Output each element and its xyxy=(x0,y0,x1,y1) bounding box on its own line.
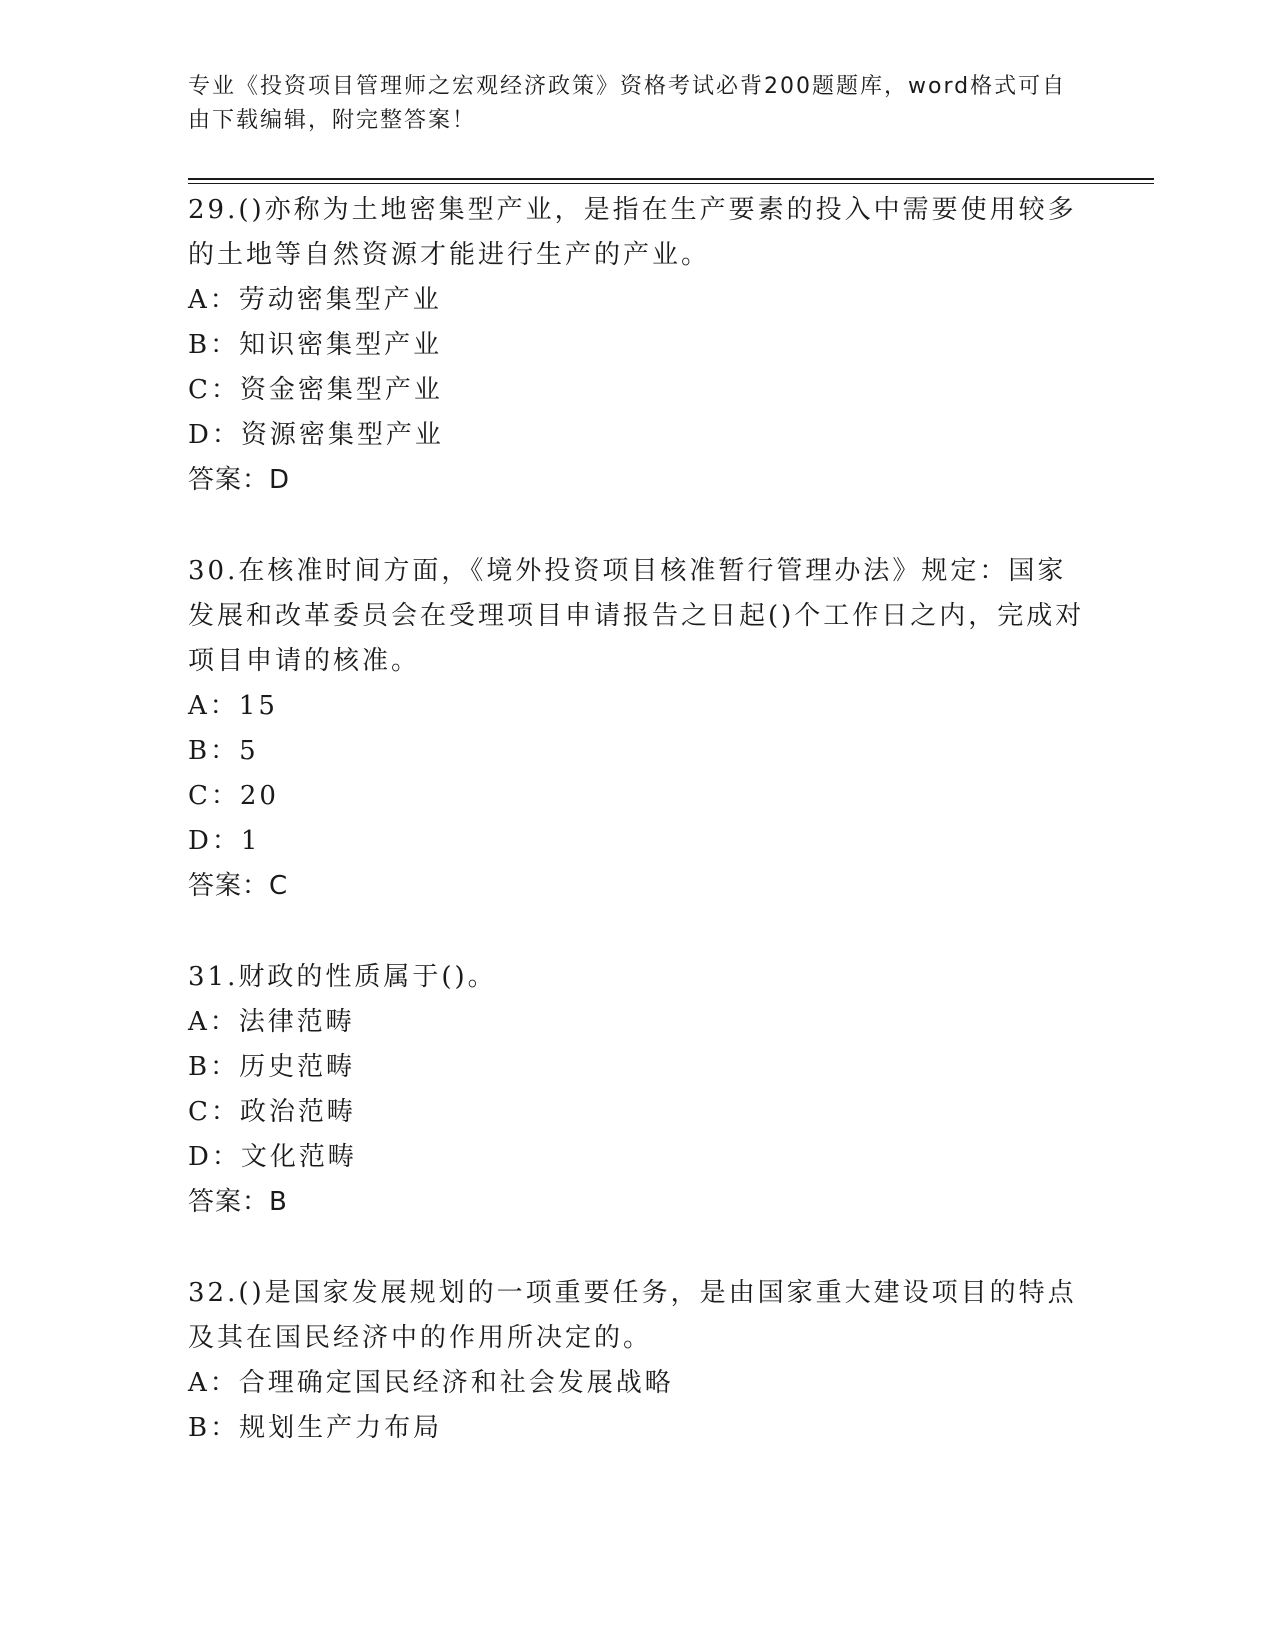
answer: 答案：C xyxy=(188,871,289,901)
option-b: B：规划生产力布局 xyxy=(188,1413,443,1443)
option-c: C：资金密集型产业 xyxy=(188,375,443,405)
question-text: 29.()亦称为土地密集型产业，是指在生产要素的投入中需要使用较多的土地等自然资源才能进行生产的产业。 xyxy=(188,195,1077,270)
option-a: A：法律范畴 xyxy=(188,1007,355,1037)
question-text: 31.财政的性质属于()。 xyxy=(188,962,497,992)
answer: 答案：D xyxy=(188,465,291,495)
option-a: A：劳动密集型产业 xyxy=(188,285,442,315)
option-c: C：20 xyxy=(188,781,279,811)
option-a: A：15 xyxy=(188,691,278,721)
question-text: 30.在核准时间方面，《境外投资项目核准暂行管理办法》规定：国家发展和改革委员会在受理项目申请报告之日起()个工作日之内，完成对项目申请的核准。 xyxy=(188,556,1085,676)
option-d: D：文化范畴 xyxy=(188,1142,357,1172)
question-31 xyxy=(188,955,1088,1225)
option-a: A：合理确定国民经济和社会发展战略 xyxy=(188,1368,674,1398)
question-list xyxy=(188,188,1088,1497)
question-32 xyxy=(188,1271,1088,1451)
question-29 xyxy=(188,188,1088,503)
option-c: C：政治范畴 xyxy=(188,1097,356,1127)
option-b: B：知识密集型产业 xyxy=(188,330,443,360)
option-d: D：1 xyxy=(188,826,261,856)
option-d: D：资源密集型产业 xyxy=(188,420,444,450)
header-divider-thick xyxy=(188,178,1154,180)
question-text: 32.()是国家发展规划的一项重要任务，是由国家重大建设项目的特点及其在国民经济中的作用所决定的。 xyxy=(188,1278,1077,1353)
question-30 xyxy=(188,549,1088,909)
answer: 答案：B xyxy=(188,1187,288,1217)
option-b: B：5 xyxy=(188,736,259,766)
option-b: B：历史范畴 xyxy=(188,1052,356,1082)
header-divider-thin xyxy=(188,183,1154,184)
document-header: 专业《投资项目管理师之宏观经济政策》资格考试必背200题题库，word格式可自由下载编辑，附完整答案！ xyxy=(188,74,1067,133)
